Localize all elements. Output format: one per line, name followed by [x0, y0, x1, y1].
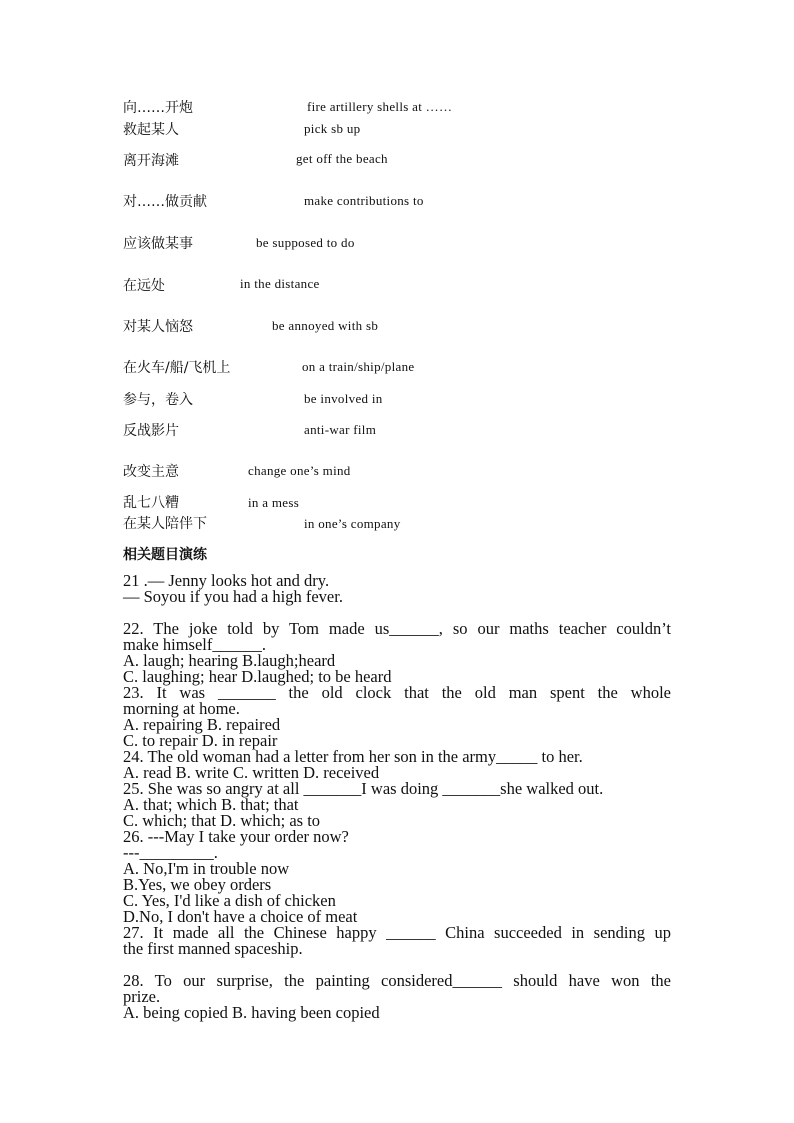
question-line: morning at home.	[123, 699, 240, 718]
vocab-zh: 反战影片	[123, 423, 179, 439]
question-line: 28. To our surprise, the painting considered______ should have won the	[123, 971, 671, 990]
vocab-en: in a mess	[248, 495, 300, 510]
section-title: 相关题目演练	[123, 547, 207, 563]
answer-options: C. which; that D. which; as to	[123, 811, 321, 830]
vocab-en: be annoyed with sb	[272, 318, 379, 333]
question-line: ---_________.	[123, 843, 218, 862]
vocab-en: anti-war film	[304, 422, 377, 437]
question-line: the first manned spaceship.	[123, 939, 303, 958]
answer-options: A. repairing B. repaired	[123, 715, 281, 734]
vocab-zh: 对某人恼怒	[123, 319, 193, 335]
vocab-en: in one’s company	[304, 516, 401, 531]
answer-options: D.No, I don't have a choice of meat	[123, 907, 358, 926]
question-line: 26. ---May I take your order now?	[123, 827, 349, 846]
answer-options: A. laugh; hearing B.laugh;heard	[123, 651, 336, 670]
vocab-zh: 乱七八糟	[123, 495, 179, 511]
vocab-zh: 参与，卷入	[123, 392, 193, 408]
answer-options: C. laughing; hear D.laughed; to be heard	[123, 667, 392, 686]
question-line: make himself______.	[123, 635, 266, 654]
question-line: 24. The old woman had a letter from her son in the army_____ to her.	[123, 747, 583, 766]
question-line: — Soyou if you had a high fever.	[123, 587, 343, 606]
question-line: 22. The joke told by Tom made us______, so our maths teacher couldn’t	[123, 619, 671, 638]
question-line: 21 .— Jenny looks hot and dry.	[123, 571, 330, 590]
vocab-en: change one’s mind	[248, 463, 351, 478]
vocab-zh: 在火车/船/飞机上	[123, 360, 231, 376]
answer-options: A. No,I'm in trouble now	[123, 859, 290, 878]
answer-options: A. read B. write C. written D. received	[123, 763, 380, 782]
vocab-en: fire artillery shells at ……	[307, 99, 453, 114]
answer-options: B.Yes, we obey orders	[123, 875, 272, 894]
vocab-zh: 对……做贡献	[123, 194, 207, 210]
vocab-en: be involved in	[304, 391, 383, 406]
vocab-zh: 离开海滩	[123, 153, 179, 169]
question-line: 23. It was _______ the old clock that the old man spent the whole	[123, 683, 671, 702]
vocab-en: get off the beach	[296, 151, 388, 166]
answer-options: A. being copied B. having been copied	[123, 1003, 380, 1022]
vocab-zh: 应该做某事	[123, 236, 193, 252]
question-line: prize.	[123, 987, 161, 1006]
vocab-en: in the distance	[240, 276, 320, 291]
question-line: 27. It made all the Chinese happy ______ China succeeded in sending up	[123, 923, 671, 942]
vocab-zh: 救起某人	[123, 122, 179, 138]
vocab-en: make contributions to	[304, 193, 424, 208]
question-line: 25. She was so angry at all _______I was doing _______she walked out.	[123, 779, 604, 798]
answer-options: C. to repair D. in repair	[123, 731, 278, 750]
vocab-en: be supposed to do	[256, 235, 355, 250]
vocab-zh: 向……开炮	[123, 100, 193, 116]
answer-options: A. that; which B. that; that	[123, 795, 299, 814]
vocab-zh: 改变主意	[123, 464, 179, 480]
vocab-en: on a train/ship/plane	[302, 359, 415, 374]
vocab-zh: 在某人陪伴下	[123, 516, 207, 532]
answer-options: C. Yes, I'd like a dish of chicken	[123, 891, 336, 910]
vocab-zh: 在远处	[123, 278, 165, 294]
vocab-en: pick sb up	[304, 121, 361, 136]
